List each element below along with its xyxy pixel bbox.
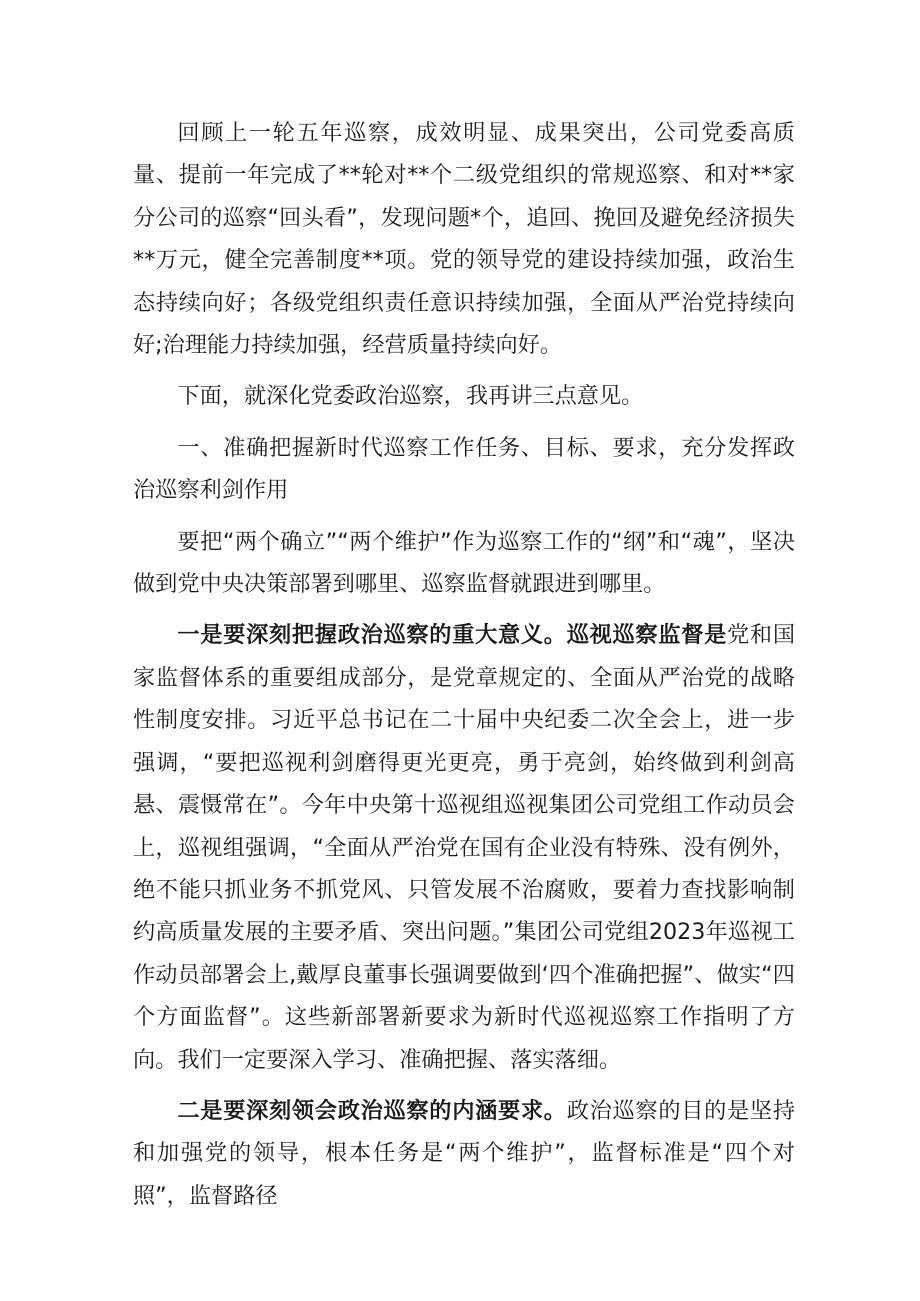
paragraph-intro: 下面，就深化党委政治巡察，我再讲三点意见。 [177, 383, 644, 410]
paragraph-point-one [133, 614, 795, 1080]
point-one-body: 党和国家监督体系的重要组成部分，是党章规定的、全面从严治党的战略性制度安排。习近平总书记在二十届中央纪委二次全会上，进一步强调，“要把巡视利剑磨得更光更亮，勇于亮剑，始终做到利剑高悬、震慑常在”。今年中央第十巡视组巡视集团公司党组工作动员会上，巡视组强调，“全面从严治党在国有企业没有特殊、没有例外，绝不能只抓业务不抓党风、只管发展不治腐败，要着力查找影响制约高质量发展的主要矛盾、突出问题。”集团公司党组2023年巡视工作动员部署会上,戴厚良董事长强调要做到‘四个准确把握”、做实“四个方面监督”。这些新部署新要求为新时代巡视巡察工作指明了方向。我们一定要深入学习、准确把握、落实落细。 [133, 622, 796, 1073]
paragraph-review: 回顾上一轮五年巡察，成效明显、成果突出，公司党委高质量、提前一年完成了**轮对**个二级党组织的常规巡察、和对**家分公司的巡察“回头看”，发现问题*个，追回、挽回及避免经济损失**万元，健全完善制度**项。党的领导党的建设持续加强，政治生态持续向好；各级党组织责任意识持续加强，全面从严治党持续向好;治理能力持续加强，经营质量持续向好。 [133, 120, 795, 359]
document-body [133, 112, 795, 1217]
section-heading-1: 一、准确把握新时代巡察工作任务、目标、要求，充分发挥政治巡察利剑作用 [133, 434, 795, 504]
paragraph-two-establishments: 要把“两个确立”“两个维护”作为巡察工作的“纲”和“魂”，坚决做到党中央决策部署到哪里、巡察监督就跟进到哪里。 [133, 528, 795, 598]
point-two-body: 政治巡察的目的是坚持和加强党的领导，根本任务是“两个维护”，监督标准是“四个对照”，监督路径 [133, 1097, 796, 1209]
point-two-lead: 二是要深刻领会政治巡察的内涵要求。 [177, 1097, 567, 1124]
paragraph-point-two [133, 1090, 795, 1217]
point-one-lead: 一是要深刻把握政治巡察的重大意义。巡视巡察监督是 [177, 622, 728, 649]
